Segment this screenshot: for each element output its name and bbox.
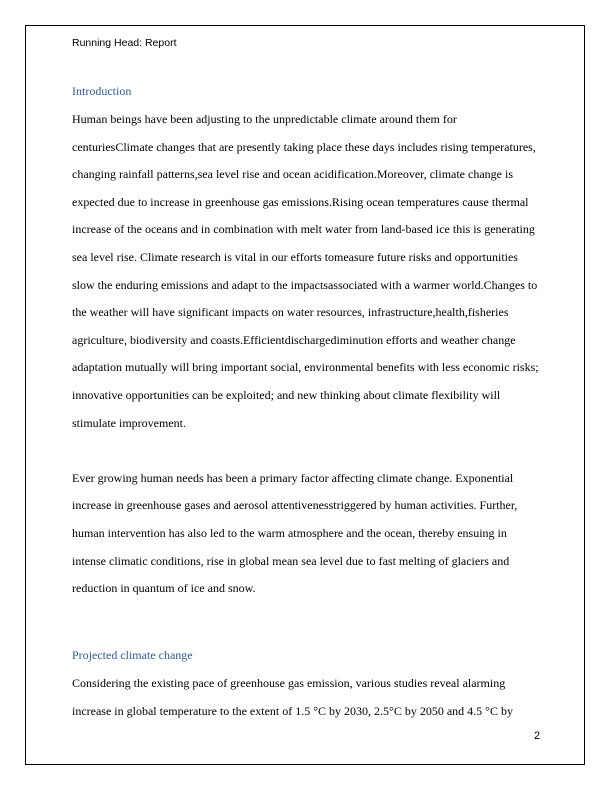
text-line: increase of the oceans and in combination with melt water from land-based ice this is generating: [72, 222, 535, 236]
text-line: changing rainfall patterns,sea level rise and ocean acidification.Moreover, climate change is: [72, 167, 513, 181]
text-line: adaptation mutually will bring important social, environmental benefits with less economic risks;: [72, 360, 539, 374]
section-heading-projected-climate-change: Projected climate change: [72, 648, 193, 662]
text-line: Ever growing human needs has been a primary factor affecting climate change. Exponential: [72, 471, 514, 485]
section-heading-introduction: Introduction: [72, 84, 132, 98]
text-line: increase in global temperature to the extent of 1.5 °C by 2030, 2.5°C by 2050 and 4.5 °C by: [72, 704, 513, 718]
text-line: expected due to increase in greenhouse gas emissions.Rising ocean temperatures cause thermal: [72, 195, 529, 209]
text-line: human intervention has also led to the warm atmosphere and the ocean, thereby ensuing in: [72, 526, 507, 540]
text-line: slow the enduring emissions and adapt to the impactsassociated with a warmer world.Changes to: [72, 278, 538, 292]
text-line: the weather will have significant impacts on water resources, infrastructure,health,fisheries: [72, 305, 509, 319]
text-line: sea level rise. Climate research is vital in our efforts tomeasure future risks and opportunities: [72, 250, 518, 264]
text-line: Considering the existing pace of greenhouse gas emission, various studies reveal alarming: [72, 676, 506, 690]
running-head: Running Head: Report: [72, 37, 177, 49]
text-line: reduction in quantum of ice and snow.: [72, 581, 256, 595]
text-line: intense climatic conditions, rise in global mean sea level due to fast melting of glaciers and: [72, 554, 510, 568]
text-line: agriculture, biodiversity and coasts.Efficientdischargediminution efforts and weather change: [72, 333, 516, 347]
page-number: 2: [534, 730, 541, 742]
text-line: centuriesClimate changes that are presently taking place these days includes rising temperatures,: [72, 140, 536, 154]
text-line: innovative opportunities can be exploited; and new thinking about climate flexibility will: [72, 388, 501, 402]
text-line: Human beings have been adjusting to the unpredictable climate around them for: [72, 112, 457, 126]
text-line: stimulate improvement.: [72, 416, 186, 430]
text-line: increase in greenhouse gases and aerosol attentivenesstriggered by human activities. Further,: [72, 498, 518, 512]
